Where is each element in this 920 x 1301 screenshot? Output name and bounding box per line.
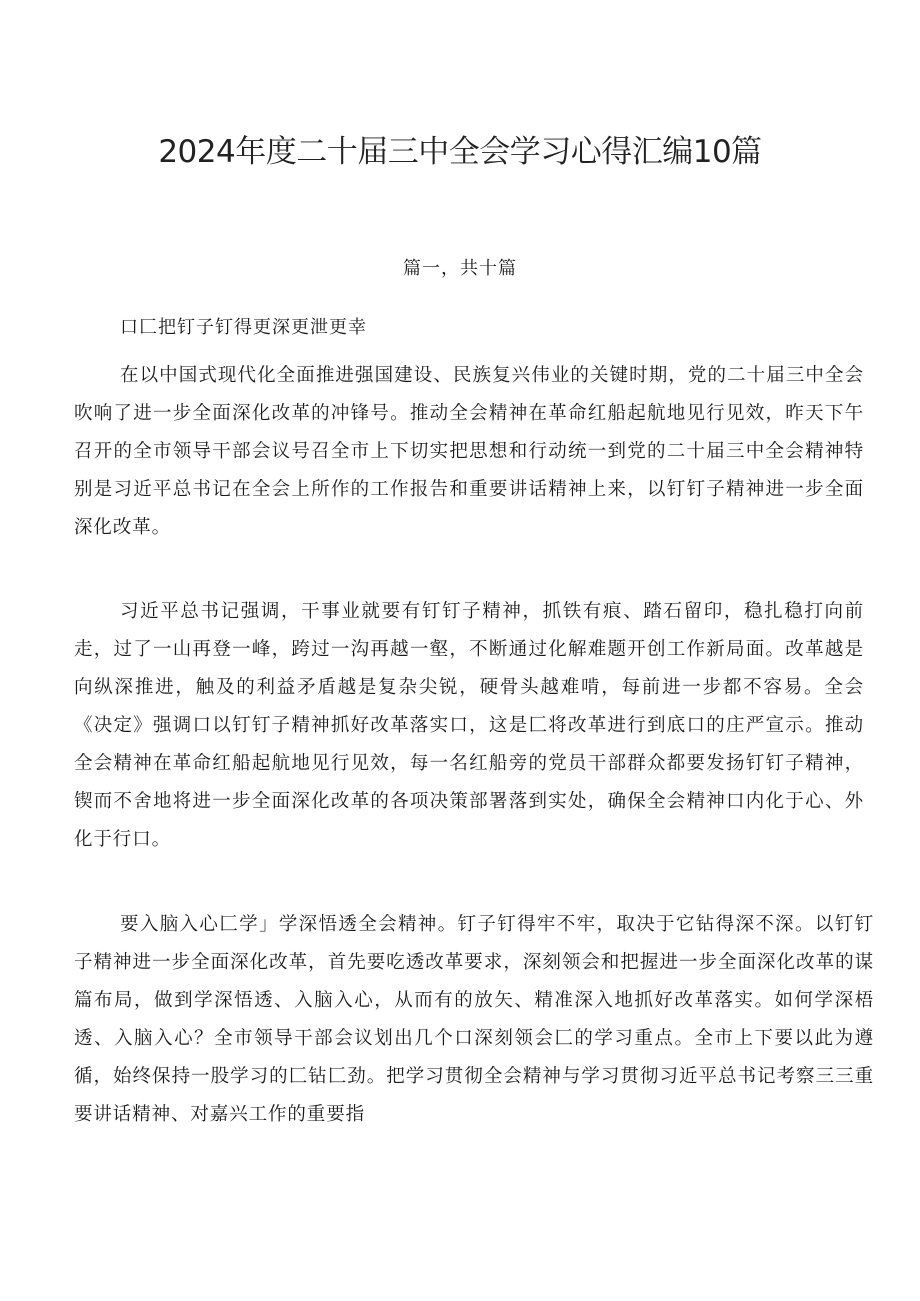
paragraph-1: 在以中国式现代化全面推进强国建设、民族复兴伟业的关键时期，党的二十届三中全会吹响了进一步全面深化改革的冲锋号。推动全会精神在革命红船起航地见行见效，昨天下午召开的全市领导干部会议号召全市上下切实把思想和行动统一到党的二十届三中全会精神特别是习近平总书记在全会上所作的工作报告和重要讲话精神上来，以钉钉子精神进一步全面深化改革。 [74, 365, 864, 538]
subheading: 口匚把钉子钉得更深更泄更幸 [120, 317, 367, 338]
section-heading: 篇一，共十篇 [403, 258, 517, 279]
document-title: 2024年度二十届三中全会学习心得汇编10篇 [158, 134, 762, 170]
paragraph-3: 要入脑入心匚学」学深悟透全会精神。钉子钉得牢不牢，取决于它钻得深不深。以钉钉子精神进一步全面深化改革，首先要吃透改革要求，深刻领会和把握进一步全面深化改革的谋篇布局，做到学深悟透、入脑入心，从而有的放矢、精准深入地抓好改革落实。如何学深梧透、入脑入心？全市领导干部会议划出几个口深刻领会匚的学习重点。全市上下要以此为遵循，始终保持一股学习的匚钻匚劲。把学习贯彻全会精神与学习贯彻习近平总书记考察三三重要讲话精神、对嘉兴工作的重要指 [74, 914, 874, 1125]
paragraph-2: 习近平总书记强调，干事业就要有钉钉子精神，抓铁有痕、踏石留印，稳扎稳打向前走，过了一山再登一峰，跨过一沟再越一壑，不断通过化解难题开创工作新局面。改革越是向纵深推进，触及的利益矛盾越是复杂尖锐，硬骨头越难啃，每前进一步都不容易。全会《决定》强调口以钉钉子精神抓好改革落实口，这是匚将改革进行到底口的庄严宣示。推动全会精神在革命红船起航地见行见效，每一名红船旁的党员干部群众都要发扬钉钉子精神，锲而不舍地将进一步全面深化改革的各项决策部署落到实处，确保全会精神口内化于心、外化于行口。 [74, 601, 864, 850]
